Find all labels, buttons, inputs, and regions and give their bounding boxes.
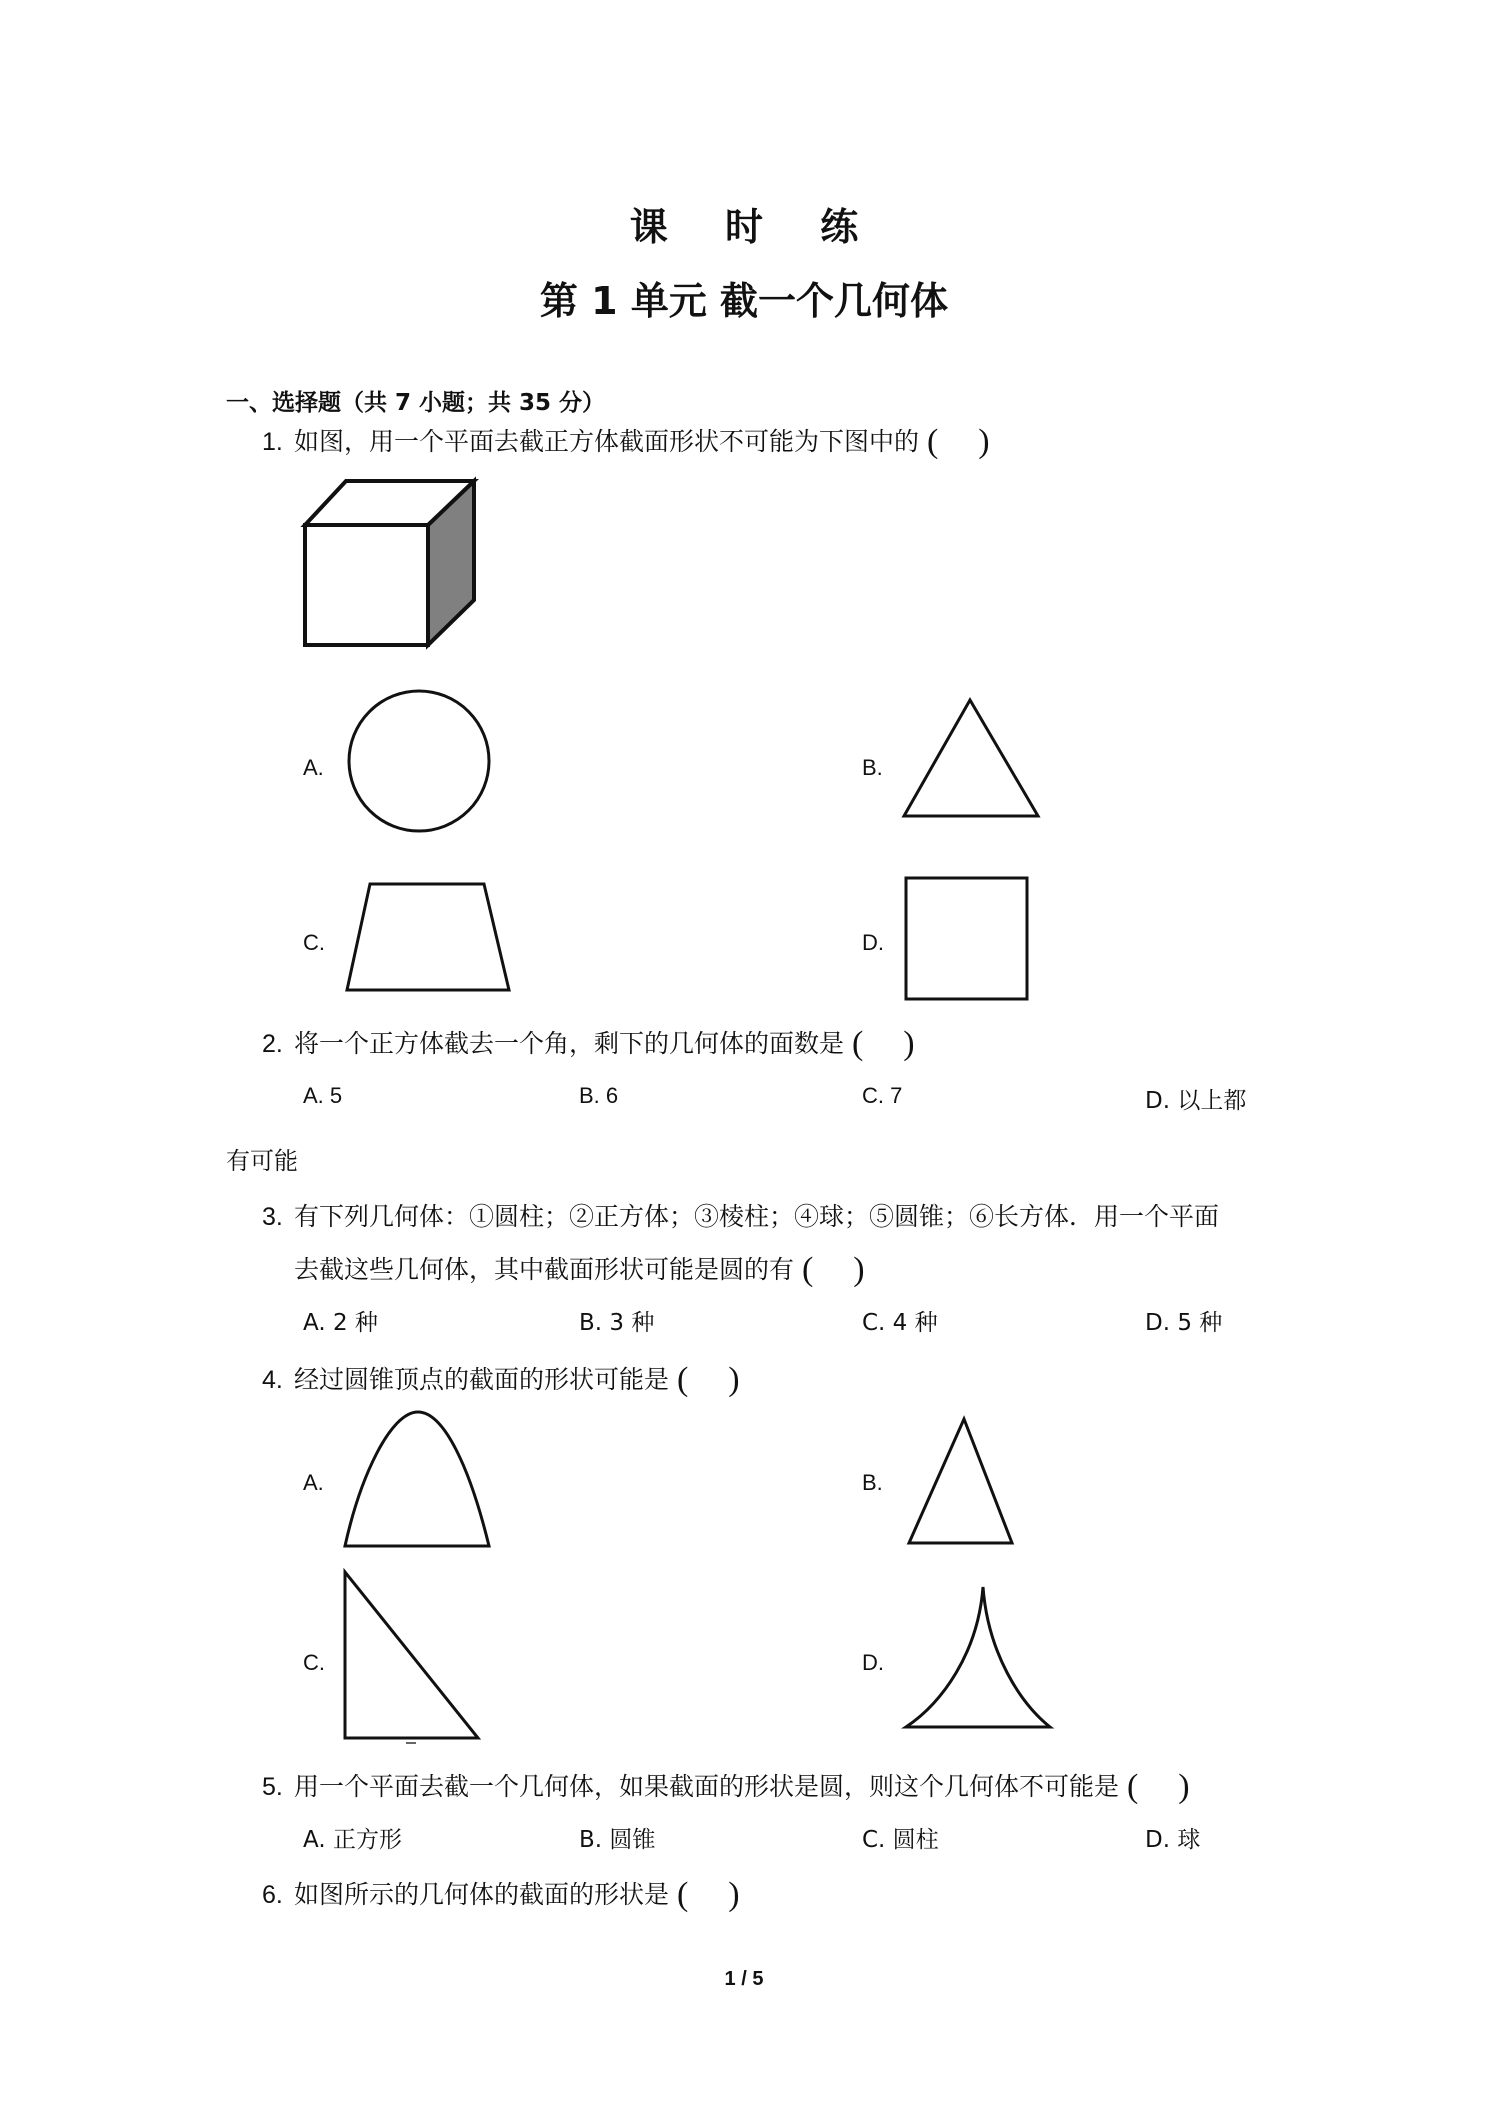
isosceles-triangle-shape	[905, 1415, 1017, 1547]
q1-option-c[interactable]: C.	[303, 930, 325, 955]
question-5	[262, 1767, 1190, 1806]
q5-option-b[interactable]: B. 圆锥	[579, 1827, 656, 1853]
answer-paren-open: (	[676, 1361, 689, 1398]
q5-option-c[interactable]: C. 圆柱	[862, 1827, 939, 1853]
question-1	[262, 422, 990, 461]
answer-paren-close: )	[728, 1876, 740, 1913]
question-number: 1.	[262, 428, 283, 456]
question-text: 经过圆锥顶点的截面的形状可能是	[294, 1365, 670, 1394]
page-title: 课 时 练	[629, 205, 881, 249]
answer-paren-open: (	[676, 1876, 689, 1913]
question-number: 2.	[262, 1030, 283, 1058]
trapezoid-shape	[342, 880, 514, 994]
q2-option-a[interactable]: A. 5	[303, 1083, 343, 1108]
q4-option-b[interactable]: B.	[862, 1470, 883, 1495]
page-number: 1 / 5	[724, 1968, 764, 1990]
answer-paren-close: )	[903, 1025, 915, 1062]
q2-option-d[interactable]: D. 以上都	[1145, 1088, 1247, 1114]
question-text: 如图所示的几何体的截面的形状是	[294, 1880, 670, 1909]
unit-title: 第 1 单元 截一个几何体	[539, 279, 949, 323]
q5-option-a[interactable]: A. 正方形	[303, 1827, 402, 1853]
question-number: 6.	[262, 1881, 283, 1909]
q2-option-d-continuation: 有可能	[226, 1147, 298, 1175]
answer-paren-close: )	[853, 1251, 865, 1288]
section-heading: 一、选择题（共 7 小题；共 35 分）	[226, 390, 606, 416]
circle-shape	[345, 688, 495, 838]
answer-paren-open: (	[926, 423, 939, 460]
q1-option-d[interactable]: D.	[862, 930, 884, 955]
q3-option-c[interactable]: C. 4 种	[862, 1310, 938, 1336]
question-text: 将一个正方体截去一个角，剩下的几何体的面数是	[294, 1029, 845, 1058]
parabolic-arch-shape	[340, 1408, 496, 1550]
question-text: 用一个平面去截一个几何体，如果截面的形状是圆，则这个几何体不可能是	[294, 1772, 1120, 1801]
right-triangle-shape	[340, 1568, 485, 1746]
q1-option-a[interactable]: A.	[303, 755, 324, 780]
q4-option-c[interactable]: C.	[303, 1650, 325, 1675]
square-shape	[904, 876, 1030, 1002]
answer-paren-close: )	[1178, 1768, 1190, 1805]
q4-option-a[interactable]: A.	[303, 1470, 324, 1495]
curved-triangle-shape	[902, 1583, 1054, 1731]
question-2	[262, 1024, 915, 1063]
question-text: 如图，用一个平面去截正方体截面形状不可能为下图中的	[294, 427, 920, 456]
q3-option-b[interactable]: B. 3 种	[579, 1310, 655, 1336]
triangle-shape	[900, 696, 1042, 820]
question-4	[262, 1360, 740, 1399]
q5-option-d[interactable]: D. 球	[1145, 1827, 1201, 1853]
answer-paren-close: )	[728, 1361, 740, 1398]
answer-paren-open: (	[851, 1025, 864, 1062]
q2-option-b[interactable]: B. 6	[579, 1083, 619, 1108]
q1-option-b[interactable]: B.	[862, 755, 883, 780]
answer-paren-open: (	[801, 1251, 814, 1288]
question-text-line1: 有下列几何体：①圆柱；②正方体；③棱柱；④球；⑤圆锥；⑥长方体．用一个平面	[294, 1202, 1220, 1231]
q2-option-c[interactable]: C. 7	[862, 1083, 903, 1108]
q3-option-d[interactable]: D. 5 种	[1145, 1310, 1223, 1336]
question-6	[262, 1875, 740, 1914]
question-text-line2: 去截这些几何体，其中截面形状可能是圆的有	[294, 1255, 795, 1284]
cube-figure	[300, 480, 475, 650]
answer-paren-close: )	[978, 423, 990, 460]
answer-paren-open: (	[1126, 1768, 1139, 1805]
cube-front-face	[305, 525, 428, 645]
question-number: 3.	[262, 1203, 283, 1231]
question-number: 5.	[262, 1773, 283, 1801]
question-3	[262, 1197, 1219, 1233]
question-3-line2	[294, 1250, 865, 1289]
question-number: 4.	[262, 1366, 283, 1394]
q3-option-a[interactable]: A. 2 种	[303, 1310, 378, 1336]
q4-option-d[interactable]: D.	[862, 1650, 884, 1675]
